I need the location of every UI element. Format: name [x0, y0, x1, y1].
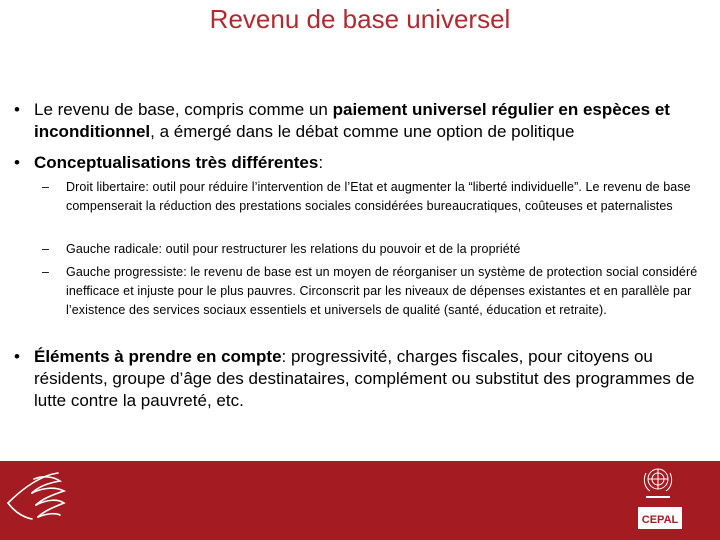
- bullet-text-part: :: [318, 153, 324, 172]
- bullet-text: [34, 99, 704, 143]
- footer-band: [0, 461, 720, 540]
- bullet-text-part: : progressivité, charges fiscales, pour citoyens ou résidents, groupe d’âge des destinataires, complément ou substitut des programmes de lutte contre la pauvreté, etc.: [34, 347, 695, 410]
- bullet-marker: •: [14, 347, 20, 366]
- slide-title: Revenu de base universel: [209, 4, 511, 34]
- hand-icon: [4, 465, 84, 525]
- bullet-text-part: Le revenu de base, compris comme un: [34, 100, 333, 119]
- bullet-text-bold: Éléments à prendre en compte: [34, 347, 282, 366]
- subbullet-marker: –: [42, 242, 50, 256]
- bullet-text-part: , a émergé dans le débat comme une option de politique: [150, 122, 575, 141]
- bullet-revenu-de-base: [14, 99, 704, 143]
- bullet-text: [34, 152, 704, 174]
- cepal-logo: [638, 507, 682, 529]
- subbullet-marker: –: [42, 265, 50, 279]
- subbullet-text: Gauche radicale: outil pour restructurer les relations du pouvoir et de la propriété: [66, 242, 521, 256]
- bullet-text-bold: Conceptualisations très différentes: [34, 153, 319, 172]
- un-emblem-icon: [640, 463, 676, 503]
- subbullet-gauche-progressiste: [42, 263, 702, 320]
- subbullet-droit-libertaire: [42, 178, 702, 216]
- subbullet-marker: –: [42, 180, 50, 194]
- bullet-marker: •: [14, 100, 20, 119]
- bullet-elements: [14, 346, 704, 412]
- bullet-text-bold: paiement universel régulier en espèces et inconditionnel: [34, 100, 670, 141]
- subbullet-text: Gauche progressiste: le revenu de base est un moyen de réorganiser un système de protection social considéré inefficace et injuste pour le plus pauvres. Circonscrit par les niveaux de dépenses existantes et en parallèle par l’existence des services sociaux essentiels et universels de qualité (santé, éducation et retraite).: [66, 265, 698, 317]
- subbullet-gauche-radicale: [42, 240, 702, 259]
- subbullet-text: Droit libertaire: outil pour réduire l’intervention de l’Etat et augmenter la “liberté individuelle”. Le revenu de base compenserait la réduction des prestations sociales considérées bureaucratiques, coûteuses et paternalistes: [66, 180, 691, 213]
- cepal-logo-text: CEPAL: [641, 514, 679, 526]
- bullet-conceptualisations: [14, 152, 704, 174]
- bullet-text: [34, 346, 704, 412]
- bullet-marker: •: [14, 153, 20, 172]
